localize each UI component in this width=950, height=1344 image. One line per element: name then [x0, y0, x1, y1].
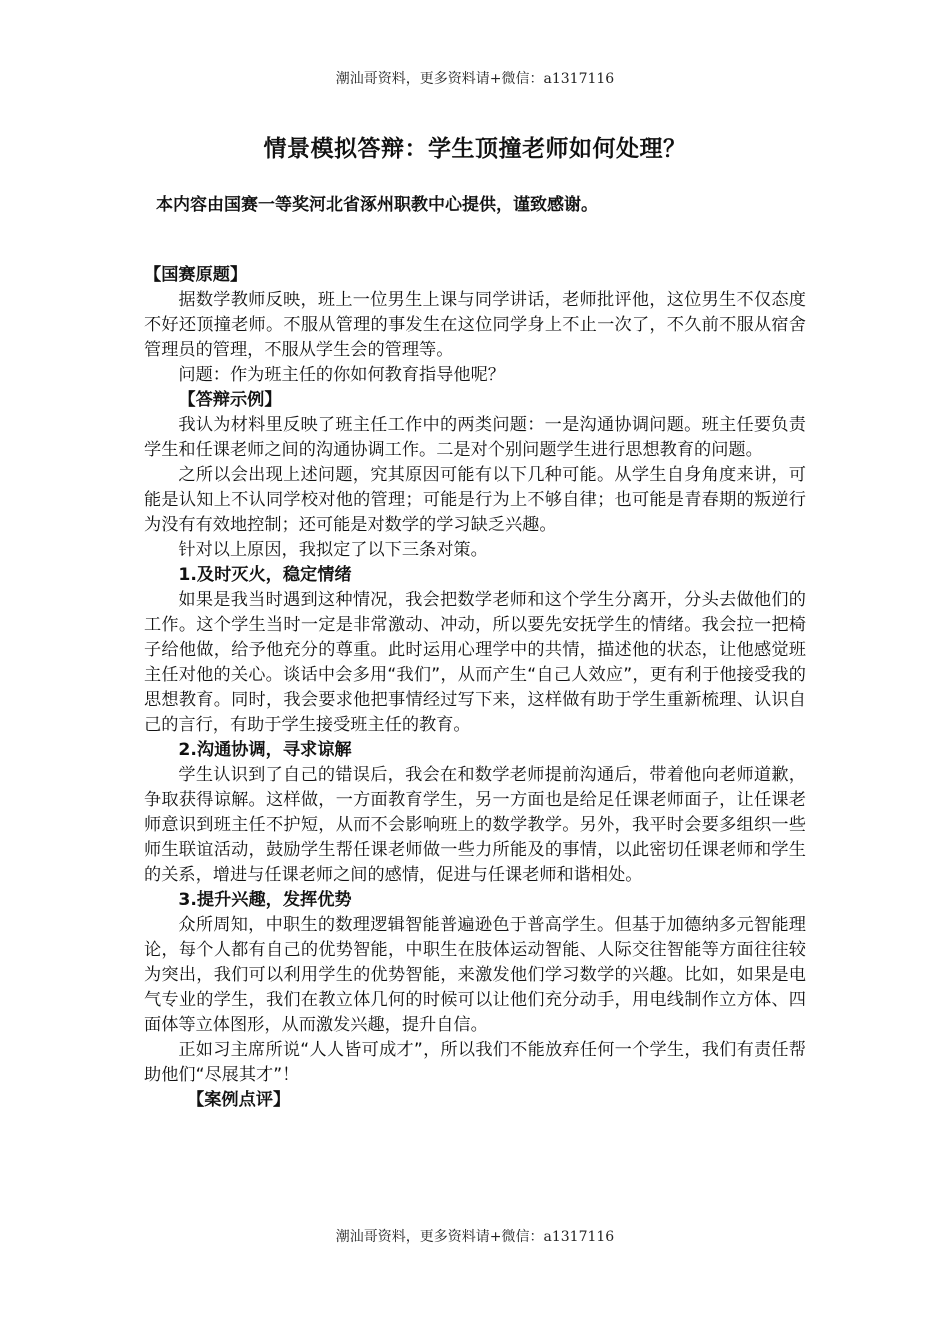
header-note: 潮汕哥资料，更多资料请+微信：a1317116	[335, 71, 615, 87]
paragraph-question: 问题：作为班主任的你如何教育指导他呢？	[178, 365, 505, 385]
page-subtitle: 本内容由国赛一等奖河北省涿州职教中心提供，谨致感谢。	[156, 195, 598, 215]
strategy-heading-1: 1.及时灭火，稳定情绪	[178, 565, 352, 585]
paragraph-analysis-causes: 之所以会出现上述问题，究其原因可能有以下几种可能。从学生自身角度来讲，可能是认知上不认同学校对他的管理；可能是行为上不够自律；也可能是青春期的叛逆行为没有有效地控制；还可能是对数学的学习缺乏兴趣。	[144, 465, 806, 535]
footer-note: 潮汕哥资料，更多资料请+微信：a1317116	[335, 1229, 615, 1245]
section-heading-answer-example: 【答辩示例】	[178, 390, 282, 410]
paragraph-question-background: 据数学教师反映，班上一位男生上课与同学讲话，老师批评他，这位男生不仅态度不好还顶撞老师。不服从管理的事发生在这位同学身上不止一次了，不久前不服从宿舍管理员的管理，不服从学生会的管理等。	[144, 290, 806, 360]
paragraph-conclusion: 正如习主席所说“人人皆可成才”，所以我们不能放弃任何一个学生，我们有责任帮助他们“尽展其才”！	[144, 1040, 806, 1085]
paragraph-strategy-1: 如果是我当时遇到这种情况，我会把数学老师和这个学生分离开，分头去做他们的工作。这个学生当时一定是非常激动、冲动，所以要先安抚学生的情绪。我会拉一把椅子给他做，给予他充分的尊重。此时运用心理学中的共情，描述他的状态，让他感觉班主任对他的关心。谈话中会多用“我们”，从而产生“自己人效应”，更有利于他接受我的思想教育。同时，我会要求他把事情经过写下来，这样做有助于学生重新梳理、认识自己的言行，有助于学生接受班主任的教育。	[144, 590, 806, 735]
document-body	[144, 263, 806, 1113]
paragraph-analysis-problems: 我认为材料里反映了班主任工作中的两类问题：一是沟通协调问题。班主任要负责学生和任课老师之间的沟通协调工作。二是对个别问题学生进行思想教育的问题。	[144, 415, 806, 460]
section-heading-case-review: 【案例点评】	[187, 1090, 291, 1110]
strategy-heading-2: 2.沟通协调，寻求谅解	[178, 740, 352, 760]
paragraph-strategy-2: 学生认识到了自己的错误后，我会在和数学老师提前沟通后，带着他向老师道歉，争取获得谅解。这样做，一方面教育学生，另一方面也是给足任课老师面子，让任课老师意识到班主任不护短，从而不会影响班上的数学教学。另外，我平时会要多组织一些师生联谊活动，鼓励学生帮任课老师做一些力所能及的事情，以此密切任课老师和学生的关系，增进与任课老师之间的感情，促进与任课老师和谐相处。	[144, 765, 806, 885]
strategy-heading-3: 3.提升兴趣，发挥优势	[178, 890, 352, 910]
section-heading-original-question: 【国赛原题】	[144, 265, 248, 285]
paragraph-strategy-3: 众所周知，中职生的数理逻辑智能普遍逊色于普高学生。但基于加德纳多元智能理论，每个人都有自己的优势智能，中职生在肢体运动智能、人际交往智能等方面往往较为突出，我们可以利用学生的优势智能，来激发他们学习数学的兴趣。比如，如果是电气专业的学生，我们在教立体几何的时候可以让他们充分动手，用电线制作立方体、四面体等立体图形，从而激发兴趣，提升自信。	[144, 915, 806, 1035]
paragraph-strategy-intro: 针对以上原因，我拟定了以下三条对策。	[178, 540, 488, 560]
page-title: 情景模拟答辩：学生顶撞老师如何处理？	[263, 136, 687, 162]
